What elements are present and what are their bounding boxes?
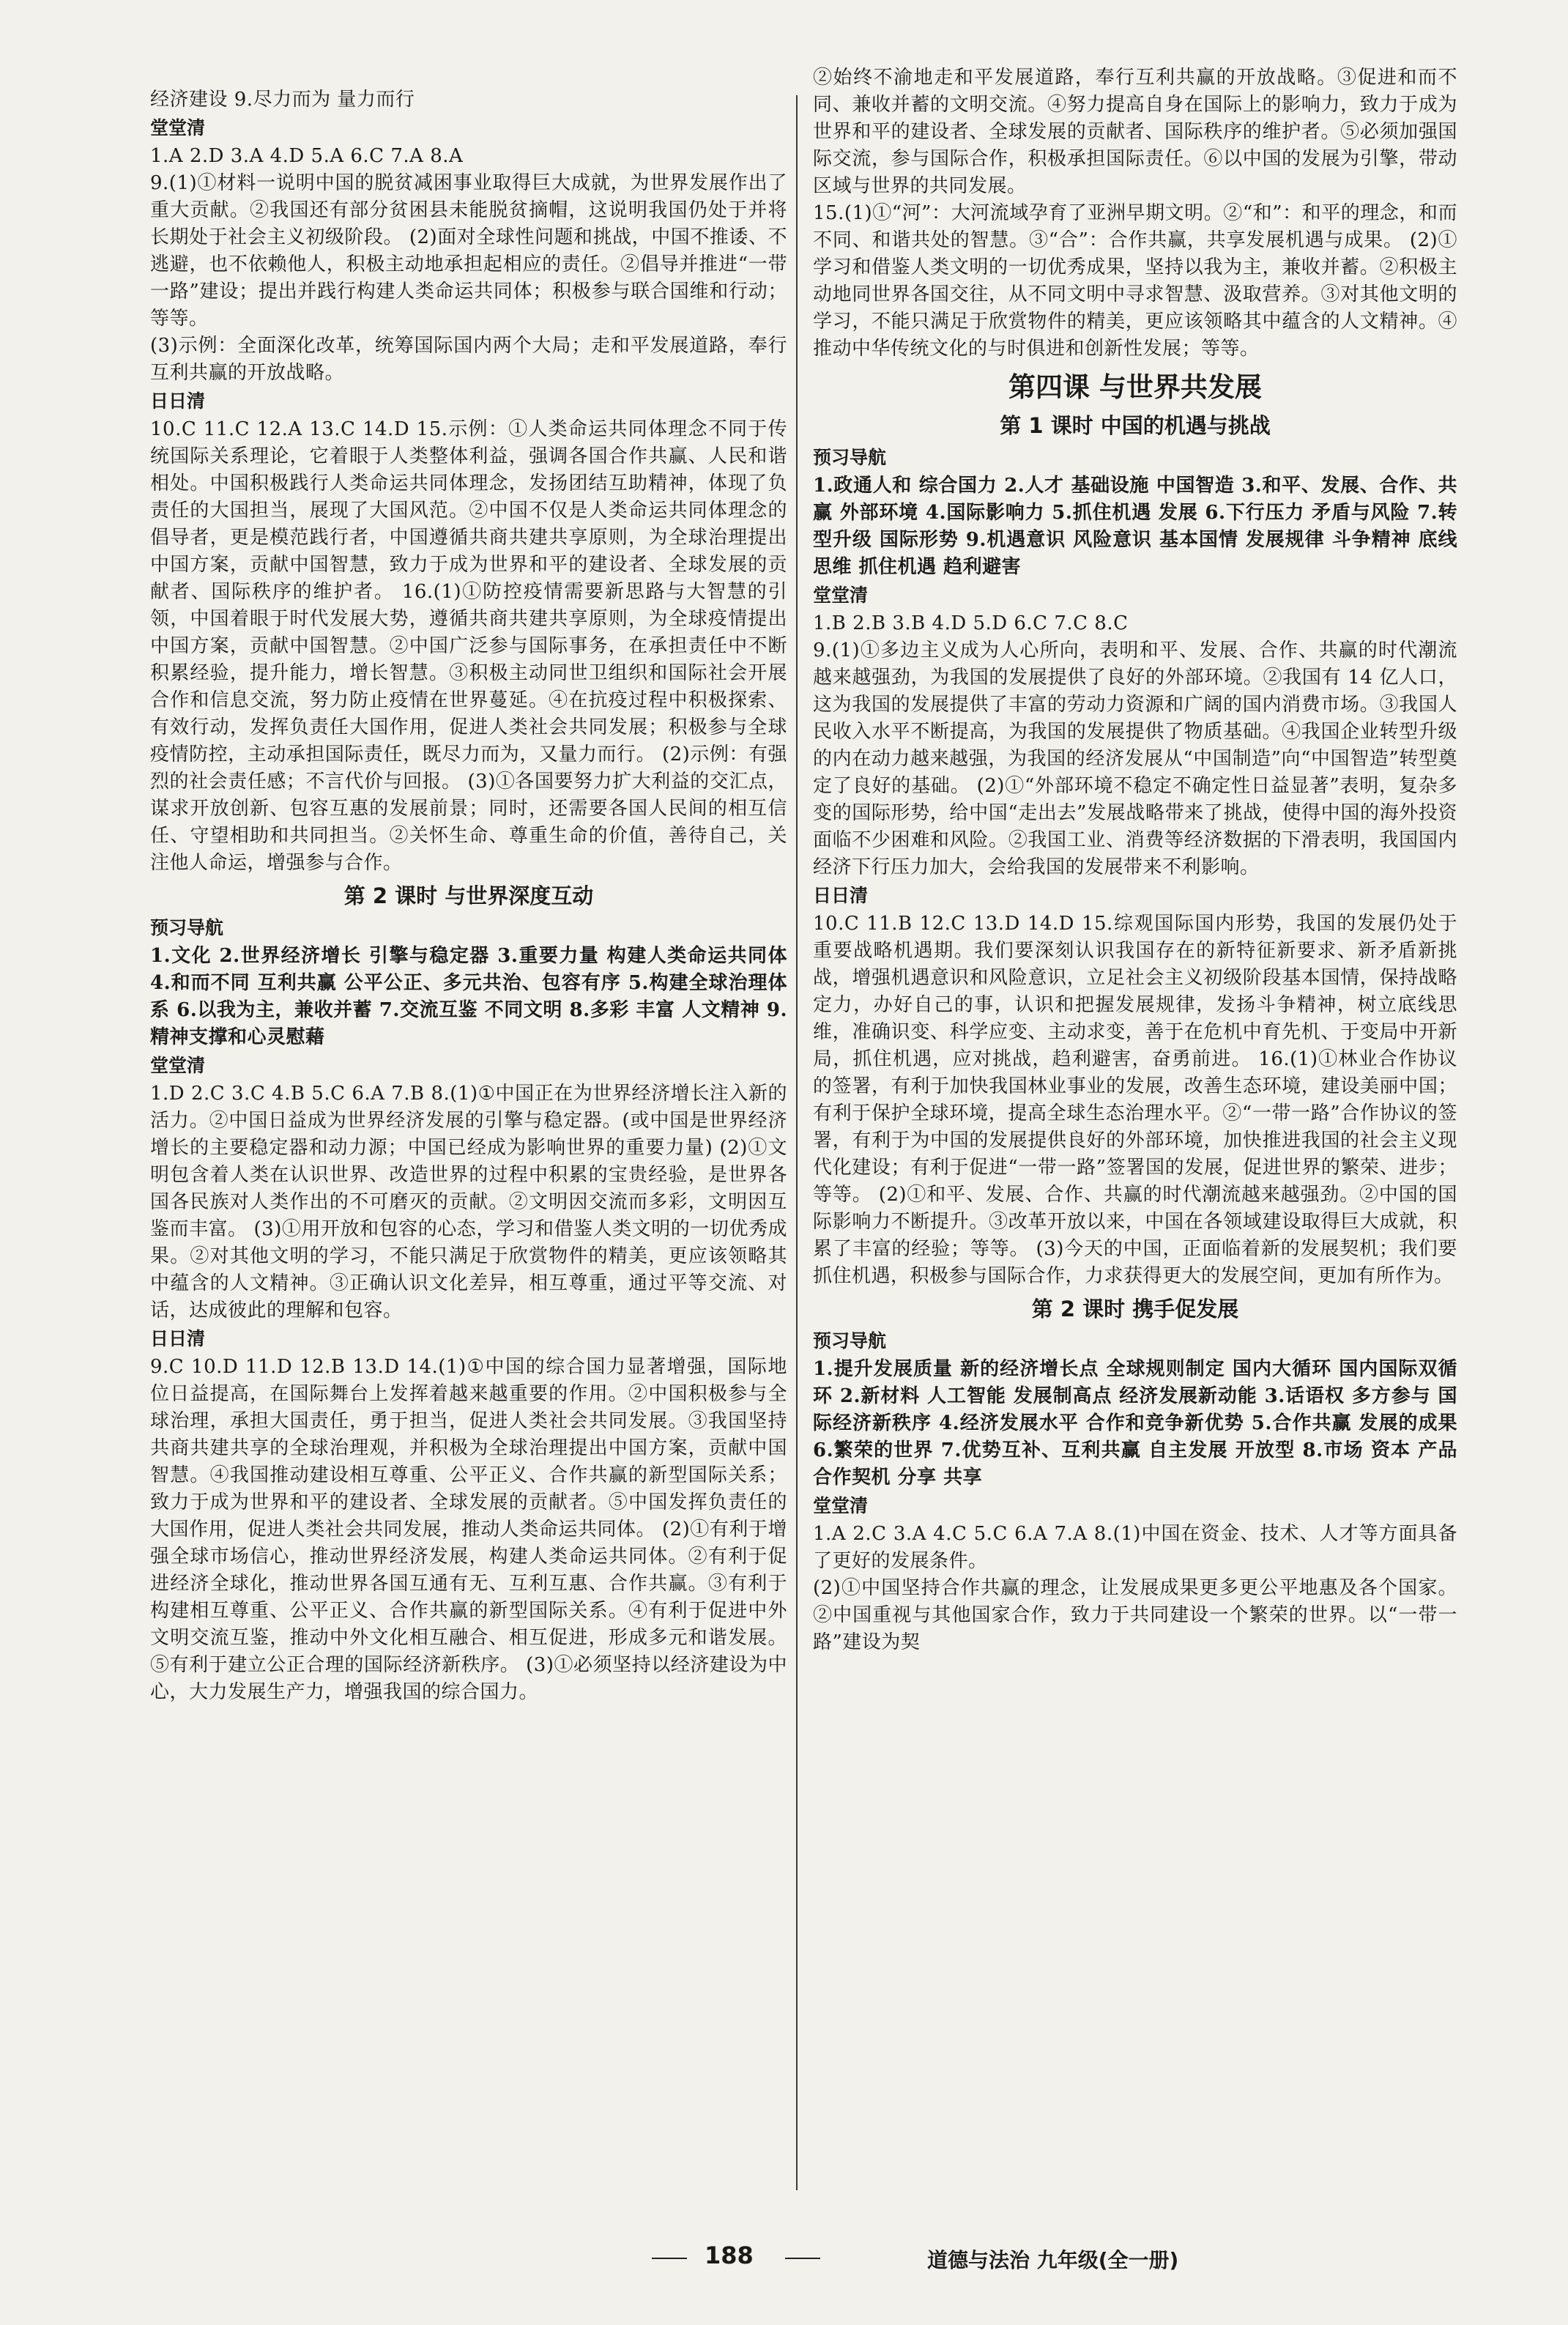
answer-paragraph: 1.D 2.C 3.C 4.B 5.C 6.A 7.B 8.(1)①中国正在为世界经济增长注入新的活力。②中国日益成为世界经济发展的引擎与稳定器。(或中国是世界经济增长的主要稳定器和动力源；中国已经成为影响世界的重要力量) (2)①文明包含着人类在认识世界、改造世界的过程中积累的宝贵经验，是世界各国各民族对人类作出的不可磨灭的贡献。②文明因交流而多彩，文明因互鉴而丰富。 (3)①用开放和包容的心态，学习和借鉴人类文明的一切优秀成果。②对其他文明的学习，不能只满足于欣赏物件的精美，更应该领略其中蕴含的人文精神。③正确认识文化差异，相互尊重，通过平等交流、对话，达成彼此的理解和包容。 bbox=[150, 1083, 787, 1321]
answer-paragraph: 1.提升发展质量 新的经济增长点 全球规则制定 国内大循环 国内国际双循环 2.新材料 人工智能 发展制高点 经济发展新动能 3.话语权 多方参与 国际经济新秩序 4.经济发展水平 合作和竞争新优势 5.合作共赢 发展的成果 6.繁荣的世界 7.优势互补、互利共赢 自主发展 开放型 8.市场 资本 产品 合作契机 分享 共享 bbox=[813, 1358, 1457, 1488]
footer-dash-left bbox=[652, 2258, 687, 2259]
answer-paragraph: 1.A 2.C 3.A 4.C 5.C 6.A 7.A 8.(1)中国在资金、技术、人才等方面具备了更好的发展条件。 bbox=[813, 1523, 1457, 1572]
answer-paragraph: 9.(1)①材料一说明中国的脱贫减困事业取得巨大成就，为世界发展作出了重大贡献。②我国还有部分贫困县未能脱贫摘帽，这说明我国仍处于并将长期处于社会主义初级阶段。 (2)面对全球性问题和挑战，中国不推诿、不逃避，也不依赖他人，积极主动地承担起相应的责任。②倡导并推进“一带一路”建设；提出并践行构建人类命运共同体；积极参与联合国维和行动；等等。 bbox=[150, 172, 787, 330]
answer-paragraph: 10.C 11.C 12.A 13.C 14.D 15.示例：①人类命运共同体理念不同于传统国际关系理论，它着眼于人类整体利益，强调各国合作共赢、人民和谐相处。中国积极践行人类命运共同体理念，发扬团结互助精神，体现了负责任的大国担当，展现了大国风范。②中国不仅是人类命运共同体理念的倡导者，更是模范践行者，中国遵循共商共建共享原则，为全球治理提出中国方案，贡献中国智慧，致力于成为世界和平的建设者、全球发展的贡献者、国际秩序的维护者。 16.(1)①防控疫情需要新思路与大智慧的引领，中国着眼于时代发展大势，遵循共商共建共享原则，为全球疫情提出中国方案，贡献中国智慧。②中国广泛参与国际事务，在承担责任中不断积累经验，提升能力，增长智慧。③积极主动同世卫组织和国际社会开展合作和信息交流，努力防止疫情在世界蔓延。④在抗疫过程中积极探索、有效行动，发挥负责任大国作用，促进人类社会共同发展；积极参与全球疫情防控，主动承担国际责任，既尽力而为，又量力而行。 (2)示例：有强烈的社会责任感；不言代价与回报。 (3)①各国要努力扩大利益的交汇点，谋求开放创新、包容互惠的发展前景；同时，还需要各国人民间的相互信任、守望相助和共同担当。②关怀生命、尊重生命的价值，善待自己，关注他人命运，增强参与合作。 bbox=[150, 418, 787, 874]
section-heading: 预习导航 bbox=[813, 1330, 887, 1351]
page-number: 188 bbox=[705, 2241, 754, 2269]
right-column bbox=[813, 67, 1457, 1656]
period-title: 第 1 课时 中国的机遇与挑战 bbox=[1000, 413, 1271, 438]
section-heading: 预习导航 bbox=[150, 917, 224, 938]
answer-paragraph: ②始终不渝地走和平发展道路，奉行互利共赢的开放战略。③促进和而不同、兼收并蓄的文明交流。④努力提高自身在国际上的影响力，致力于成为世界和平的建设者、全球发展的贡献者、国际秩序的维护者。⑤必须加强国际交流，参与国际合作，积极承担国际责任。⑥以中国的发展为引擎，带动区域与世界的共同发展。 bbox=[813, 67, 1457, 197]
section-heading: 日日清 bbox=[150, 390, 206, 412]
answer-paragraph: 经济建设 9.尽力而为 量力而行 bbox=[150, 89, 415, 111]
section-heading: 日日清 bbox=[150, 1328, 206, 1349]
answer-paragraph: 1.B 2.B 3.B 4.D 5.D 6.C 7.C 8.C bbox=[813, 612, 1129, 634]
period-title: 第 2 课时 与世界深度互动 bbox=[343, 883, 594, 908]
period-title: 第 2 课时 携手促发展 bbox=[1031, 1297, 1239, 1321]
section-heading: 预习导航 bbox=[813, 447, 887, 468]
section-heading: 堂堂清 bbox=[150, 117, 206, 138]
answer-paragraph: 9.(1)①多边主义成为人心所向，表明和平、发展、合作、共赢的时代潮流越来越强劲，为我国的发展提供了良好的外部环境。②我国有 14 亿人口，这为我国的发展提供了丰富的劳动力资源和广阔的国内消费市场。③我国人民收入水平不断提高，为我国的发展提供了物质基础。④我国企业转型升级的内在动力越来越强，为我国的经济发展从“中国制造”向“中国智造”转型奠定了良好的基础。 (2)①“外部环境不稳定不确定性日益显著”表明，复杂多变的国际形势，给中国“走出去”发展战略带来了挑战，使得中国的海外投资面临不少困难和风险。②我国工业、消费等经济数据的下滑表明，我国国内经济下行压力加大，会给我国的发展带来不利影响。 bbox=[813, 639, 1457, 878]
section-heading: 堂堂清 bbox=[813, 585, 869, 606]
page-footer bbox=[0, 2241, 1568, 2275]
column-divider bbox=[796, 95, 798, 2190]
answer-paragraph: 9.C 10.D 11.D 12.B 13.D 14.(1)①中国的综合国力显著增强，国际地位日益提高，在国际舞台上发挥着越来越重要的作用。②中国积极参与全球治理，承担大国责任，勇于担当，促进人类社会共同发展。③我国坚持共商共建共享的全球治理观，并积极为全球治理提出中国方案，贡献中国智慧。④我国推动建设相互尊重、公平正义、合作共赢的新型国际关系；致力于成为世界和平的建设者、全球发展的贡献者。⑤中国发挥负责任的大国作用，促进人类社会共同发展，推动人类命运共同体。 (2)①有利于增强全球市场信心，推动世界经济发展，构建人类命运共同体。②有利于促进经济全球化，推动世界各国互通有无、互利互惠、合作共赢。③有利于构建相互尊重、公平正义、合作共赢的新型国际关系。④有利于促进中外文明交流互鉴，推动中外文化相互融合、相互促进，形成多元和谐发展。⑤有利于建立公正合理的国际经济新秩序。 (3)①必须坚持以经济建设为中心，大力发展生产力，增强我国的综合国力。 bbox=[150, 1356, 787, 1703]
answer-paragraph: 1.政通人和 综合国力 2.人才 基础设施 中国智造 3.和平、发展、合作、共赢 外部环境 4.国际影响力 5.抓住机遇 发展 6.下行压力 矛盾与风险 7.转型升级 国际形势 9.机遇意识 风险意识 基本国情 发展规律 斗争精神 底线思维 抓住机遇 趋利避害 bbox=[813, 475, 1457, 578]
answer-paragraph: 10.C 11.B 12.C 13.D 14.D 15.综观国际国内形势，我国的发展仍处于重要战略机遇期。我们要深刻认识我国存在的新特征新要求、新矛盾新挑战，增强机遇意识和风险意识，立足社会主义初级阶段基本国情，保持战略定力，办好自己的事，认识和把握发展规律，发扬斗争精神，树立底线思维，准确识变、科学应变、主动求变，善于在危机中育先机、于变局中开新局，抓住机遇，应对挑战，趋利避害，奋勇前进。 16.(1)①林业合作协议的签署，有利于加快我国林业事业的发展，改善生态环境，建设美丽中国；有利于保护全球环境，提高全球生态治理水平。②“一带一路”合作协议的签署，有利于为中国的发展提供良好的外部环境，加快推进我国的社会主义现代化建设；有利于促进“一带一路”签署国的发展，促进世界的繁荣、进步；等等。 (2)①和平、发展、合作、共赢的时代潮流越来越强劲。②中国的国际影响力不断提升。③改革开放以来，中国在各领域建设取得巨大成就，积累了丰富的经验；等等。 (3)今天的中国，正面临着新的发展契机；我们要抓住机遇，积极参与国际合作，力求获得更大的发展空间，更加有所作为。 bbox=[813, 913, 1457, 1287]
answer-paragraph: 1.A 2.D 3.A 4.D 5.A 6.C 7.A 8.A bbox=[150, 145, 464, 167]
section-heading: 日日清 bbox=[813, 885, 869, 906]
book-subject: 道德与法治 九年级(全一册) bbox=[927, 2248, 1179, 2272]
answer-paragraph: (2)①中国坚持合作共赢的理念，让发展成果更多更公平地惠及各个国家。②中国重视与其他国家合作，致力于共同建设一个繁荣的世界。以“一带一路”建设为契 bbox=[813, 1577, 1457, 1653]
lesson-title: 第四课 与世界共发展 bbox=[1008, 371, 1262, 403]
left-column bbox=[150, 86, 787, 1706]
footer-dash-right bbox=[785, 2258, 820, 2259]
answer-paragraph: 1.文化 2.世界经济增长 引擎与稳定器 3.重要力量 构建人类命运共同体 4.和而不同 互利共赢 公平公正、多元共治、包容有序 5.构建全球治理体系 6.以我为主，兼收并蓄 7.交流互鉴 不同文明 8.多彩 丰富 人文精神 9.精神支撑和心灵慰藉 bbox=[150, 945, 787, 1048]
answer-paragraph: (3)示例：全面深化改革，统筹国际国内两个大局；走和平发展道路，奉行互利共赢的开放战略。 bbox=[150, 335, 787, 384]
section-heading: 堂堂清 bbox=[813, 1495, 869, 1516]
section-heading: 堂堂清 bbox=[150, 1055, 206, 1076]
answer-paragraph: 15.(1)①“河”：大河流域孕育了亚洲早期文明。②“和”：和平的理念，和而不同、和谐共处的智慧。③“合”：合作共赢，共享发展机遇与成果。 (2)①学习和借鉴人类文明的一切优秀成果，坚持以我为主，兼收并蓄。②积极主动地同世界各国交往，从不同文明中寻求智慧、汲取营养。③对其他文明的学习，不能只满足于欣赏物件的精美，更应该领略其中蕴含的人文精神。④推动中华传统文化的与时俱进和创新性发展；等等。 bbox=[813, 202, 1457, 360]
